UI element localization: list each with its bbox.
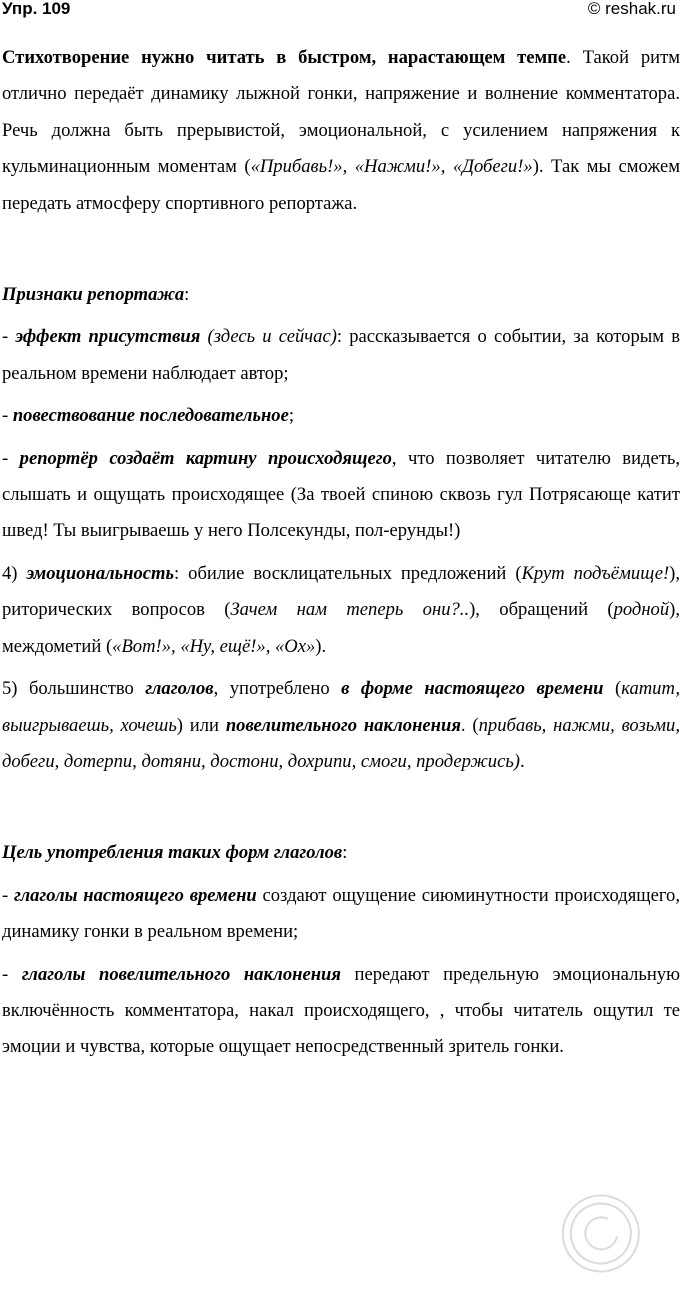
page-header <box>0 0 682 22</box>
example-interjection: «Вот!», «Ну, ещё!», «Ох» <box>112 635 316 657</box>
list-dash: - <box>2 963 22 985</box>
feature-text: : рассказывается о событии, за которым в реальном времени наблюдает автор; <box>2 326 680 384</box>
feature-text: ), междометий ( <box>2 599 680 657</box>
feature-text: . <box>520 750 525 772</box>
feature-text: ), обращений ( <box>469 599 614 621</box>
feature-term: повелительного наклонения <box>225 714 461 736</box>
feature-item-emotion <box>2 556 680 665</box>
list-dash: - <box>2 326 16 348</box>
purpose-heading-text: Цель употребления таких форм глаголов <box>2 842 343 864</box>
list-dash: - <box>2 884 14 906</box>
feature-item-verbs <box>2 671 680 780</box>
feature-item-presence <box>2 319 680 392</box>
features-heading-colon: : <box>184 284 190 306</box>
purpose-heading-colon: : <box>342 842 348 864</box>
intro-lead: Стихотворение нужно читать в быстром, нарастающем темпе <box>2 47 567 68</box>
feature-text: , что позволяет читателю видеть, слышать и ощущать происходящее (За твоей спиною сквозь гул Потрясающе катит швед! Ты выигрываешь у него Полсекунды, пол-ерунды!) <box>2 447 680 542</box>
example-present-verbs: катит, выигрываешь, хочешь <box>2 678 680 736</box>
features-heading-text: Признаки репортажа <box>2 284 185 306</box>
feature-text: : обилие восклицательных предложений ( <box>174 562 522 584</box>
example-question: Зачем нам теперь они?.. <box>230 599 470 621</box>
exercise-number: Упр. 109 <box>2 0 71 18</box>
feature-term: повествование последовательное <box>12 405 289 427</box>
feature-item-picture <box>2 441 680 550</box>
feature-note: (здесь и сейчас) <box>200 326 337 348</box>
example-address: родной <box>613 599 670 621</box>
purpose-item-imperative <box>2 957 680 1066</box>
site-watermark-icon <box>520 1150 682 1290</box>
purpose-term: глаголы настоящего времени <box>13 884 257 906</box>
intro-paragraph <box>2 40 680 222</box>
feature-text: ; <box>288 405 294 427</box>
purpose-text: передают предельную эмоциональную включённость комментатора, накал происходящего, , чтобы читатель ощутил те эмоции и чувства, которые ощущает непосредственный зритель гонки. <box>2 963 680 1058</box>
purpose-text: создают ощущение сиюминутности происходящего, динамику гонки в реальном времени; <box>2 884 680 943</box>
intro-ending: ). Так мы сможем передать атмосферу спортивного репортажа. <box>2 156 681 214</box>
list-dash: - <box>2 447 20 469</box>
example-imperative-verbs: прибавь, нажми, возьми, добеги, дотерпи, дотяни, достони, дохрипи, смоги, продержись) <box>2 714 680 772</box>
feature-text: ( <box>603 678 622 700</box>
feature-term: глаголов <box>145 678 214 700</box>
example-exclamation: Крут подъёмище! <box>521 562 670 584</box>
feature-text: . ( <box>460 714 479 736</box>
list-dash: - <box>2 405 13 427</box>
feature-text: ), риторических вопросов ( <box>2 562 681 621</box>
feature-item-sequence <box>2 398 680 434</box>
feature-term: в форме настоящего времени <box>341 678 604 700</box>
feature-term: эмоциональность <box>26 562 174 584</box>
intro-text: . Такой ритм отлично передаёт динамику лыжной гонки, напряжение и волнение комментатора. Речь должна быть прерывистой, эмоциональной, с усилением напряжения к кульминационным моментам ( <box>2 47 680 178</box>
list-number: 5) большинство <box>2 678 146 700</box>
features-heading <box>2 277 680 313</box>
feature-term: репортёр создаёт картину происходящего <box>19 447 392 469</box>
feature-text: ). <box>315 635 327 657</box>
purpose-term: глаголы повелительного наклонения <box>21 963 341 985</box>
list-number: 4) <box>2 562 27 584</box>
feature-text: , употреблено <box>213 678 342 700</box>
document-body <box>2 40 680 1066</box>
site-copyright: © reshak.ru <box>587 0 676 18</box>
feature-term: эффект присутствия <box>15 326 201 348</box>
intro-examples: «Прибавь!», «Нажми!», «Добеги!» <box>250 156 533 178</box>
purpose-item-present <box>2 878 680 951</box>
feature-text: ) или <box>176 714 226 736</box>
purpose-heading <box>2 835 680 871</box>
